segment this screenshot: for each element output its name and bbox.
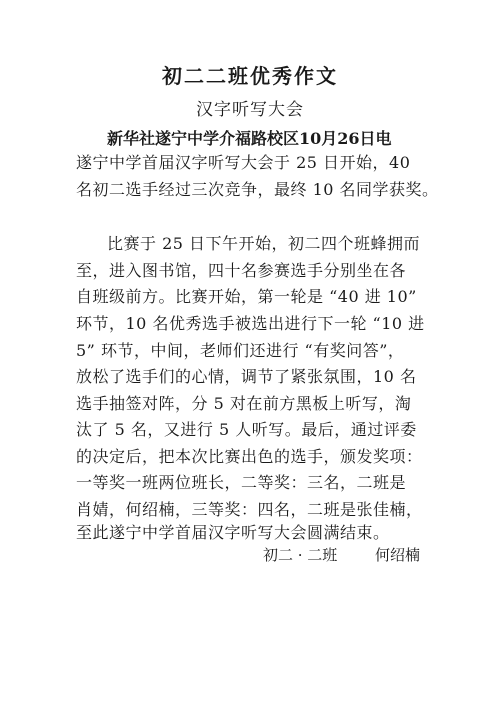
signature-name: 何绍楠 (375, 546, 421, 564)
body-line: 5” 环节，中间，老师们还进行 “有奖问答”， (76, 341, 405, 360)
body-line: 一等奖一班两位班长，二等奖：三名，二班是 (76, 473, 407, 492)
body-line: 选手抽签对阵，分 5 对在前方黑板上听写，淘 (76, 394, 412, 413)
lead-line: 遂宁中学首届汉字听写大会于 25 日开始，40 (76, 153, 411, 172)
body-line: 肖婧，何绍楠，三等奖：四名，二班是张佳楠， (76, 500, 423, 519)
body-line: 环节，10 名优秀选手被选出进行下一轮 “10 进 (76, 314, 425, 333)
essay-title: 初二二班优秀作文 (162, 64, 338, 88)
body-line: 自班级前方。比赛开始，第一轮是 “40 进 10” (76, 287, 417, 306)
body-line: 至，进入图书馆，四十名参赛选手分别坐在各 (76, 261, 407, 280)
news-dateline: 新华社遂宁中学介福路校区10月26日电 (107, 129, 392, 148)
body-line: 至此遂宁中学首届汉字听写大会圆满结束。 (76, 523, 390, 542)
body-line: 放松了选手们的心情，调节了紧张氛围，10 名 (76, 367, 417, 386)
lead-line: 名初二选手经过三次竞争，最终 10 名同学获奖。 (76, 180, 439, 199)
essay-subtitle: 汉字听写大会 (196, 100, 304, 120)
signature-class: 初二 · 二班 (263, 546, 338, 564)
body-line: 的决定后，把本次比赛出色的选手，颁发奖项： (76, 447, 423, 466)
body-line: 比赛于 25 日下午开始，初二四个班蜂拥而 (107, 234, 421, 253)
body-line: 汰了 5 名，又进行 5 人听写。最后，通过评委 (76, 420, 417, 439)
